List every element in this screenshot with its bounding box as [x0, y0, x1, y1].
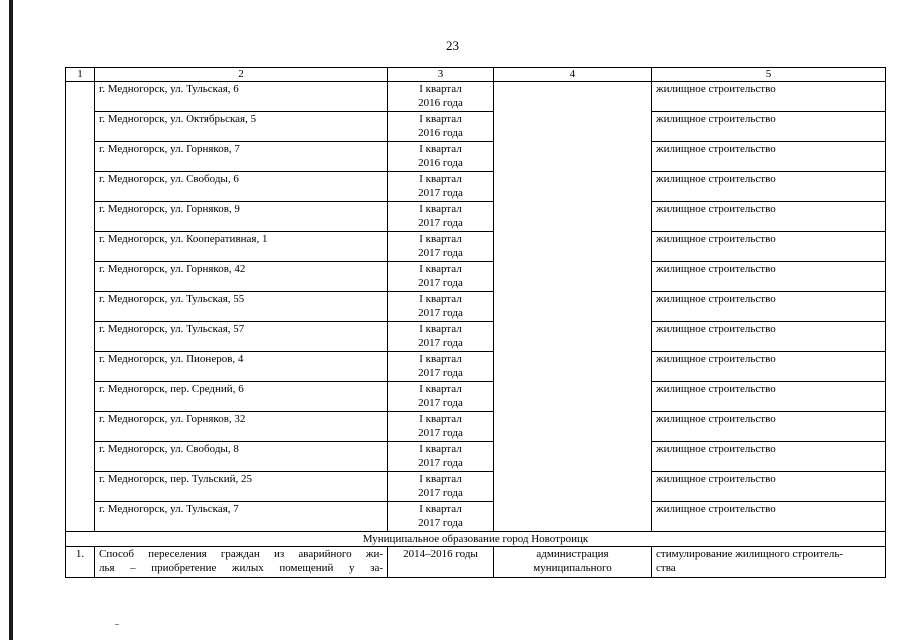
term-quarter: I квартал [419, 413, 462, 425]
address-cell [95, 232, 388, 262]
purpose-cell [652, 142, 886, 172]
term-cell [388, 232, 494, 262]
term-quarter: I квартал [419, 83, 462, 95]
purpose-cell [652, 262, 886, 292]
page-number: 23 [446, 38, 459, 53]
term-year: 2017 года [418, 337, 463, 349]
purpose-cell [652, 292, 886, 322]
number-cell-merged [66, 82, 95, 532]
header-cell-4: 4 [494, 68, 652, 82]
address-text: г. Медногорск, ул. Тульская, 7 [99, 503, 239, 515]
section-title: Муниципальное образование город Новотроицк [66, 532, 886, 547]
purpose-cell [652, 82, 886, 112]
executor-cell-merged [494, 82, 652, 532]
term-cell: 2014–2016 годы [388, 547, 494, 578]
address-text: г. Медногорск, ул. Пионеров, 4 [99, 353, 244, 365]
term-year: 2016 года [418, 127, 463, 139]
address-text: г. Медногорск, ул. Горняков, 7 [99, 143, 240, 155]
purpose-text: жилищное строительство [656, 293, 776, 305]
purpose-cell [652, 412, 886, 442]
term-year: 2016 года [418, 97, 463, 109]
result-line-2: ства [656, 562, 676, 574]
term-quarter: I квартал [419, 263, 462, 275]
term-year: 2017 года [418, 487, 463, 499]
result-cell [652, 547, 886, 578]
purpose-text: жилищное строительство [656, 383, 776, 395]
binding-edge [9, 0, 13, 640]
address-cell [95, 352, 388, 382]
term-quarter: I квартал [419, 323, 462, 335]
purpose-cell [652, 322, 886, 352]
term-cell [388, 442, 494, 472]
purpose-text: жилищное строительство [656, 173, 776, 185]
address-text: г. Медногорск, ул. Горняков, 32 [99, 413, 246, 425]
address-text: г. Медногорск, ул. Горняков, 9 [99, 203, 240, 215]
purpose-cell [652, 472, 886, 502]
measure-line-1: Способ переселения граждан из аварийного жи- [99, 548, 383, 560]
executor-line-1: администрация [536, 548, 609, 560]
term-quarter: I квартал [419, 293, 462, 305]
row-number: 1. [66, 547, 95, 578]
term-year: 2016 года [418, 157, 463, 169]
address-cell [95, 142, 388, 172]
term-cell [388, 502, 494, 532]
address-cell [95, 322, 388, 352]
term-year: 2017 года [418, 427, 463, 439]
term-year: 2017 года [418, 457, 463, 469]
table-row [66, 142, 886, 172]
purpose-text: жилищное строительство [656, 503, 776, 515]
table-row [66, 292, 886, 322]
purpose-text: жилищное строительство [656, 443, 776, 455]
table-row [66, 112, 886, 142]
term-year: 2017 года [418, 217, 463, 229]
address-cell [95, 502, 388, 532]
purpose-cell [652, 442, 886, 472]
purpose-text: жилищное строительство [656, 353, 776, 365]
address-text: г. Медногорск, пер. Тульский, 25 [99, 473, 253, 485]
term-cell [388, 352, 494, 382]
header-cell-1: 1 [66, 68, 95, 82]
header-row [66, 68, 886, 82]
table-row [66, 382, 886, 412]
address-text: г. Медногорск, ул. Октябрьская, 5 [99, 113, 257, 125]
address-cell [95, 472, 388, 502]
purpose-text: жилищное строительство [656, 263, 776, 275]
table-row [66, 472, 886, 502]
purpose-cell [652, 232, 886, 262]
term-cell [388, 382, 494, 412]
term-cell [388, 412, 494, 442]
purpose-cell [652, 172, 886, 202]
purpose-cell [652, 112, 886, 142]
purpose-text: жилищное строительство [656, 83, 776, 95]
term-cell [388, 262, 494, 292]
address-cell [95, 292, 388, 322]
purpose-text: жилищное строительство [656, 143, 776, 155]
term-quarter: I квартал [419, 203, 462, 215]
term-year: 2017 года [418, 397, 463, 409]
address-cell [95, 172, 388, 202]
term-quarter: I квартал [419, 143, 462, 155]
purpose-text: жилищное строительство [656, 113, 776, 125]
purpose-text: жилищное строительство [656, 203, 776, 215]
address-cell [95, 112, 388, 142]
purpose-text: жилищное строительство [656, 323, 776, 335]
header-cell-2: 2 [95, 68, 388, 82]
term-cell [388, 472, 494, 502]
table-row-measure [66, 547, 886, 578]
purpose-text: жилищное строительство [656, 233, 776, 245]
term-cell [388, 112, 494, 142]
term-quarter: I квартал [419, 503, 462, 515]
term-year: 2017 года [418, 187, 463, 199]
term-cell [388, 202, 494, 232]
term-year: 2017 года [418, 517, 463, 529]
address-text: г. Медногорск, пер. Средний, 6 [99, 383, 244, 395]
address-cell [95, 202, 388, 232]
term-cell [388, 82, 494, 112]
table-row [66, 412, 886, 442]
address-cell [95, 412, 388, 442]
address-cell [95, 442, 388, 472]
term-year: 2017 года [418, 247, 463, 259]
term-cell [388, 142, 494, 172]
table-row [66, 502, 886, 532]
section-row [66, 532, 886, 547]
table-row [66, 322, 886, 352]
address-text: г. Медногорск, ул. Тульская, 6 [99, 83, 239, 95]
address-text: г. Медногорск, ул. Горняков, 42 [99, 263, 246, 275]
term-quarter: I квартал [419, 353, 462, 365]
address-cell [95, 262, 388, 292]
purpose-text: жилищное строительство [656, 473, 776, 485]
purpose-cell [652, 382, 886, 412]
measure-cell [95, 547, 388, 578]
term-quarter: I квартал [419, 173, 462, 185]
address-cell [95, 382, 388, 412]
term-quarter: I квартал [419, 383, 462, 395]
header-cell-3: 3 [388, 68, 494, 82]
term-quarter: I квартал [419, 233, 462, 245]
address-cell [95, 82, 388, 112]
term-quarter: I квартал [419, 473, 462, 485]
table-row [66, 232, 886, 262]
address-text: г. Медногорск, ул. Кооперативная, 1 [99, 233, 268, 245]
term-quarter: I квартал [419, 113, 462, 125]
executor-cell [494, 547, 652, 578]
header-cell-5: 5 [652, 68, 886, 82]
term-cell [388, 172, 494, 202]
address-text: г. Медногорск, ул. Тульская, 57 [99, 323, 245, 335]
term-cell [388, 292, 494, 322]
executor-line-2: муниципального [533, 562, 612, 574]
term-year: 2017 года [418, 367, 463, 379]
purpose-text: жилищное строительство [656, 413, 776, 425]
term-cell [388, 322, 494, 352]
term-year: 2017 года [418, 307, 463, 319]
purpose-cell [652, 502, 886, 532]
address-text: г. Медногорск, ул. Свободы, 8 [99, 443, 239, 455]
address-text: г. Медногорск, ул. Тульская, 55 [99, 293, 245, 305]
term-quarter: I квартал [419, 443, 462, 455]
measure-line-2: лья – приобретение жилых помещений у за- [99, 562, 383, 574]
term-year: 2017 года [418, 277, 463, 289]
table-row [66, 82, 886, 112]
scan-speck [115, 624, 119, 625]
table-row [66, 262, 886, 292]
table-row [66, 442, 886, 472]
data-table [65, 67, 886, 578]
table-row [66, 202, 886, 232]
result-line-1: стимулирование жилищного строитель- [656, 548, 844, 560]
table-row [66, 352, 886, 382]
address-text: г. Медногорск, ул. Свободы, 6 [99, 173, 239, 185]
purpose-cell [652, 352, 886, 382]
table-row [66, 172, 886, 202]
purpose-cell [652, 202, 886, 232]
